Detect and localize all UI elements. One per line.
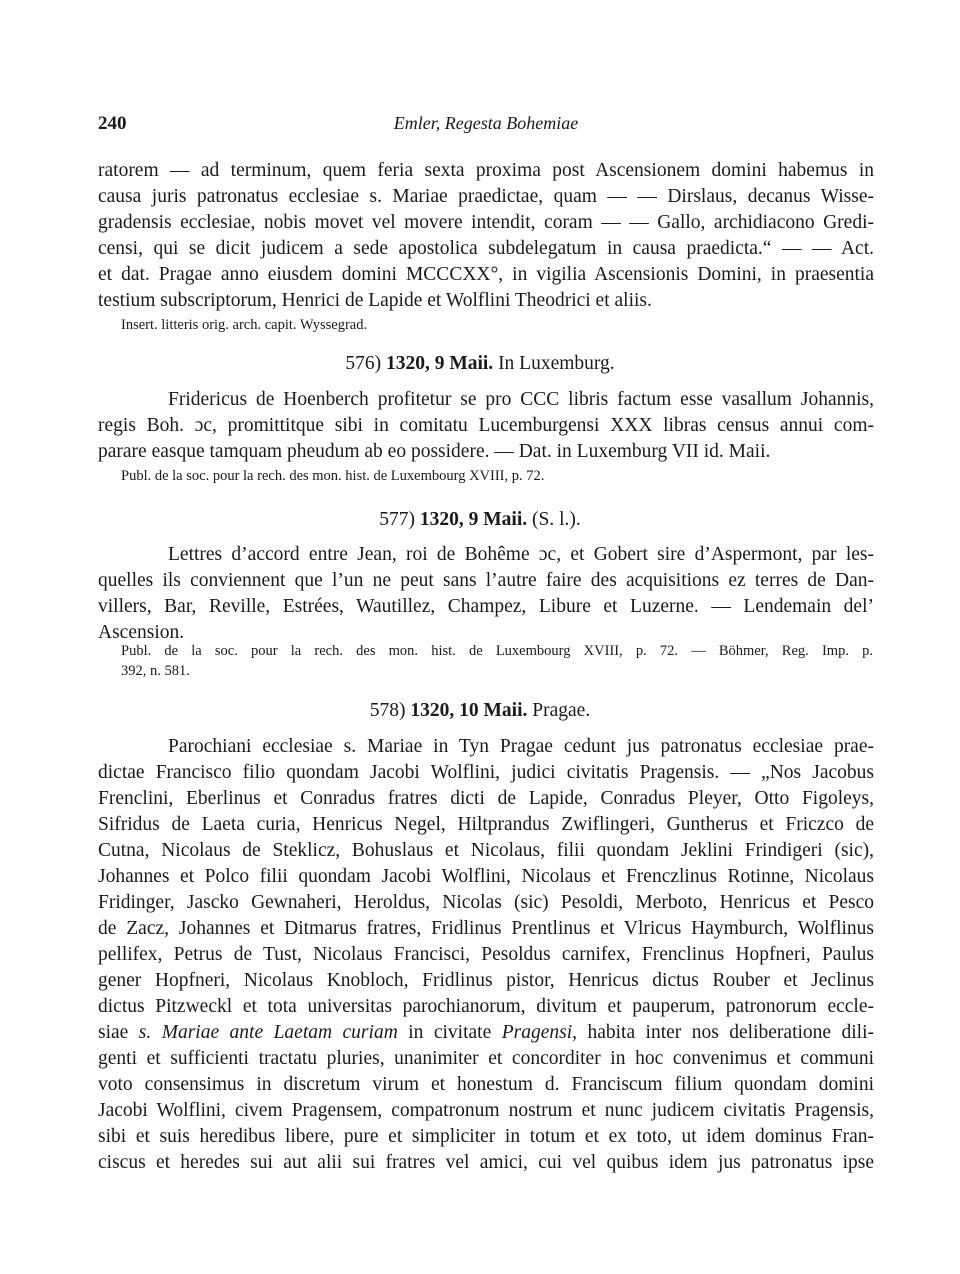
text-line: Fridinger, Jascko Gewnaheri, Heroldus, Nicolas (sic) Pesoldi, Merboto, Henricus et Pesco (98, 892, 874, 913)
text-line: ciscus et heredes sui aut alii sui fratres vel amici, cui vel quibus idem jus patronatus ipse (98, 1152, 874, 1173)
text-line: quelles ils conviennent que l’un ne peut sans l’autre faire des acquisitions ez terres de Dan- (98, 570, 874, 591)
page-header (98, 113, 874, 143)
entry-number: 578) (369, 700, 406, 721)
text-line: dictae Francisco filio quondam Jacobi Wolflini, judici civitatis Pragensis. — „Nos Jacobus (98, 762, 874, 783)
source-note: 392, n. 581. (121, 663, 190, 679)
text-line-with-italics (98, 1020, 874, 1046)
text-line: Lettres d’accord entre Jean, roi de Bohême ɔc, et Gobert sire d’Aspermont, par les- (168, 544, 874, 565)
text-line: dictus Pitzweckl et tota universitas parochianorum, divitum et pauperum, patronorum eccle- (98, 996, 874, 1017)
text-segment: , habita inter nos deliberatione dili- (572, 1022, 875, 1043)
entry-date: 1320, 10 Maii. (410, 700, 528, 721)
text-line: gradensis ecclesiae, nobis movet vel movere intendit, coram — — Gallo, archidiacono Gredi- (98, 212, 874, 233)
text-line: parare easque tamquam pheudum ab eo possidere. — Dat. in Luxemburg VII id. Maii. (98, 441, 771, 462)
entry-date: 1320, 9 Maii. (385, 353, 494, 374)
running-title: Emler, Regesta Bohemiae (393, 113, 579, 133)
text-line: gener Hopfneri, Nicolaus Knobloch, Fridlinus pistor, Henricus dictus Rouber et Jeclinus (98, 970, 874, 991)
entry-place: Pragae. (532, 700, 591, 721)
source-note: Publ. de la soc. pour la rech. des mon. hist. de Luxembourg XVIII, p. 72. (121, 468, 545, 484)
text-line: regis Boh. ɔc, promittitque sibi in comitatu Lucemburgensi XXX libras census annui com- (98, 415, 874, 436)
source-note: Publ. de la soc. pour la rech. des mon. hist. de Luxembourg XVIII, p. 72. — Böhmer, Reg. Imp. p. (121, 643, 873, 659)
text-line: pellifex, Petrus de Tust, Nicolaus Francisci, Pesoldus carnifex, Frenclinus Hopfneri, Paulus (98, 944, 874, 965)
source-note: Insert. litteris orig. arch. capit. Wyssegrad. (121, 317, 368, 333)
entry-place: In Luxemburg. (498, 353, 615, 374)
entry-heading-576 (0, 351, 960, 377)
italic-segment: Pragensi (501, 1022, 573, 1043)
text-segment: in civitate (397, 1022, 502, 1043)
text-line: censi, qui se dicit judicem a sede apostolica subdelegatum in causa praedicta.“ — — Act. (98, 238, 874, 259)
text-line: Ascension. (98, 622, 185, 643)
text-line: genti et sufficienti tractatu pluries, unanimiter et concorditer in hoc convenimus et communi (98, 1048, 874, 1069)
text-line: Fridericus de Hoenberch profitetur se pro CCC libris factum esse vasallum Johannis, (168, 389, 874, 410)
text-line: villers, Bar, Reville, Estrées, Wautillez, Champez, Libure et Luzerne. — Lendemain del’ (98, 596, 874, 617)
text-line: ratorem — ad terminum, quem feria sexta proxima post Ascensionem domini habemus in (98, 160, 874, 181)
text-line: voto consensimus in discretum virum et honestum d. Franciscum filium quondam domini (98, 1074, 874, 1095)
text-line: et dat. Pragae anno eiusdem domini MCCCXX°, in vigilia Ascensionis Domini, in praesentia (98, 264, 874, 285)
text-line: sibi et suis heredibus libere, pure et simpliciter in totum et ex toto, ut idem dominus Fran- (98, 1126, 874, 1147)
text-line: de Zacz, Johannes et Ditmarus fratres, Fridlinus Prentlinus et Vlricus Haymburch, Wolflinus (98, 918, 874, 939)
italic-segment: s. Mariae ante Laetam curiam (138, 1022, 398, 1043)
text-line: causa juris patronatus ecclesiae s. Mariae praedictae, quam — — Dirslaus, decanus Wisse- (98, 186, 874, 207)
text-line: Sifridus de Laeta curia, Henricus Negel, Hiltprandus Zwiflingeri, Guntherus et Friczco de (98, 814, 874, 835)
page-number: 240 (98, 113, 127, 134)
text-line: testium subscriptorum, Henrici de Lapide et Wolflini Theodrici et aliis. (98, 290, 652, 311)
entry-heading-577 (0, 507, 960, 533)
entry-number: 576) (345, 353, 382, 374)
text-line: Frenclini, Eberlinus et Conradus fratres dicti de Lapide, Conradus Pleyer, Otto Figoleys, (98, 788, 874, 809)
text-line: Johannes et Polco filii quondam Jacobi Wolflini, Nicolaus et Frenczlinus Rotinne, Nicolaus (98, 866, 874, 887)
entry-number: 577) (379, 509, 415, 530)
text-line: Parochiani ecclesiae s. Mariae in Tyn Pragae cedunt jus patronatus ecclesiae prae- (168, 736, 874, 757)
text-segment: siae (98, 1022, 139, 1043)
text-line: Jacobi Wolflini, civem Pragensem, compatronum nostrum et nunc judicem civitatis Pragensis, (98, 1100, 874, 1121)
text-line: Cutna, Nicolaus de Steklicz, Bohuslaus et Nicolaus, filii quondam Jeklini Frindigeri (sic), (98, 840, 874, 861)
entry-date: 1320, 9 Maii. (419, 509, 528, 530)
entry-heading-578 (0, 698, 960, 724)
entry-place: (S. l.). (532, 509, 581, 530)
